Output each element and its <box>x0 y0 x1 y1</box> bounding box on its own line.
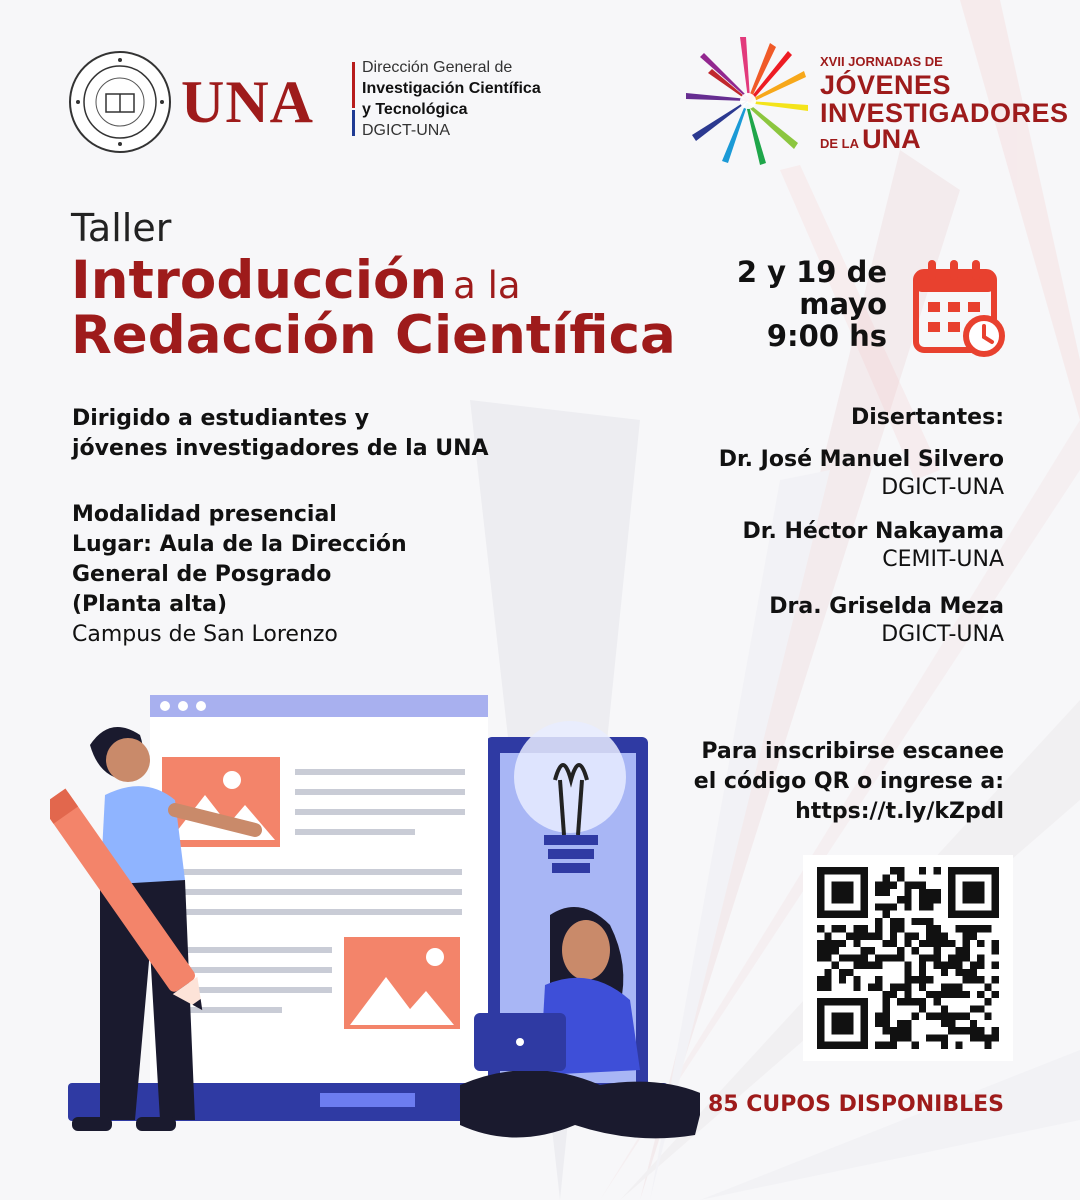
dgict-divider-red <box>352 62 355 108</box>
title-connector: a la <box>453 264 521 307</box>
event-type: Taller <box>71 206 172 250</box>
dgict-line-1: Dirección General de <box>362 59 513 76</box>
starburst-logo <box>686 34 814 168</box>
dgict-line-2: Investigación Científica <box>362 80 541 97</box>
una-wordmark: UNA <box>181 69 314 135</box>
jornadas-line-1: XVII JORNADAS DE <box>820 54 943 69</box>
jornadas-de-la: DE LA <box>820 136 859 151</box>
dgict-line-3: y Tecnológica <box>362 101 468 118</box>
jornadas-una: UNA <box>862 124 921 154</box>
calendar-clock-icon <box>912 258 1008 358</box>
modality-line-5: Campus de San Lorenzo <box>72 622 338 647</box>
registration-line-1: Para inscribirse escanee <box>701 739 1004 764</box>
qr-code-matrix <box>817 867 999 1049</box>
modality-line-3: General de Posgrado <box>72 562 332 587</box>
speaker-name: Dra. Griselda Meza <box>769 594 1004 619</box>
speaker-affiliation: DGICT-UNA <box>881 622 1004 647</box>
dgict-line-4: DGICT-UNA <box>362 122 450 139</box>
jornadas-line-2: JÓVENES <box>820 70 952 100</box>
speaker-name: Dr. José Manuel Silvero <box>718 447 1004 472</box>
qr-code[interactable] <box>803 855 1013 1061</box>
title-main: Introducción <box>71 250 448 311</box>
jornadas-line-3: INVESTIGADORES <box>820 98 1069 128</box>
modality-line-4: (Planta alta) <box>72 592 228 617</box>
date-line-2: mayo <box>799 287 887 321</box>
registration-url-link[interactable]: https://t.ly/kZpdl <box>795 799 1004 824</box>
title-line-2: Redacción Científica <box>71 305 676 366</box>
speaker-affiliation: DGICT-UNA <box>881 475 1004 500</box>
audience-line-1: Dirigido a estudiantes y <box>72 406 370 431</box>
registration-line-2: el código QR o ingrese a: <box>693 769 1004 794</box>
speaker-name: Dr. Héctor Nakayama <box>742 519 1004 544</box>
speakers-heading: Disertantes: <box>850 405 1004 430</box>
date-line-3: 9:00 hs <box>766 319 887 353</box>
dgict-divider-blue <box>352 110 355 136</box>
audience-line-2: jóvenes investigadores de la UNA <box>72 436 489 461</box>
event-date <box>667 256 887 352</box>
jornadas-line-4 <box>820 126 921 152</box>
una-seal-logo <box>68 50 172 154</box>
modality-line-2: Lugar: Aula de la Dirección <box>72 532 407 557</box>
modality-line-1: Modalidad presencial <box>72 502 337 527</box>
writing-illustration <box>50 685 700 1160</box>
speaker-affiliation: CEMIT-UNA <box>882 547 1004 572</box>
spots-available: 85 CUPOS DISPONIBLES <box>708 1092 1004 1117</box>
title-line-1 <box>71 250 521 311</box>
date-line-1: 2 y 19 de <box>736 255 887 289</box>
